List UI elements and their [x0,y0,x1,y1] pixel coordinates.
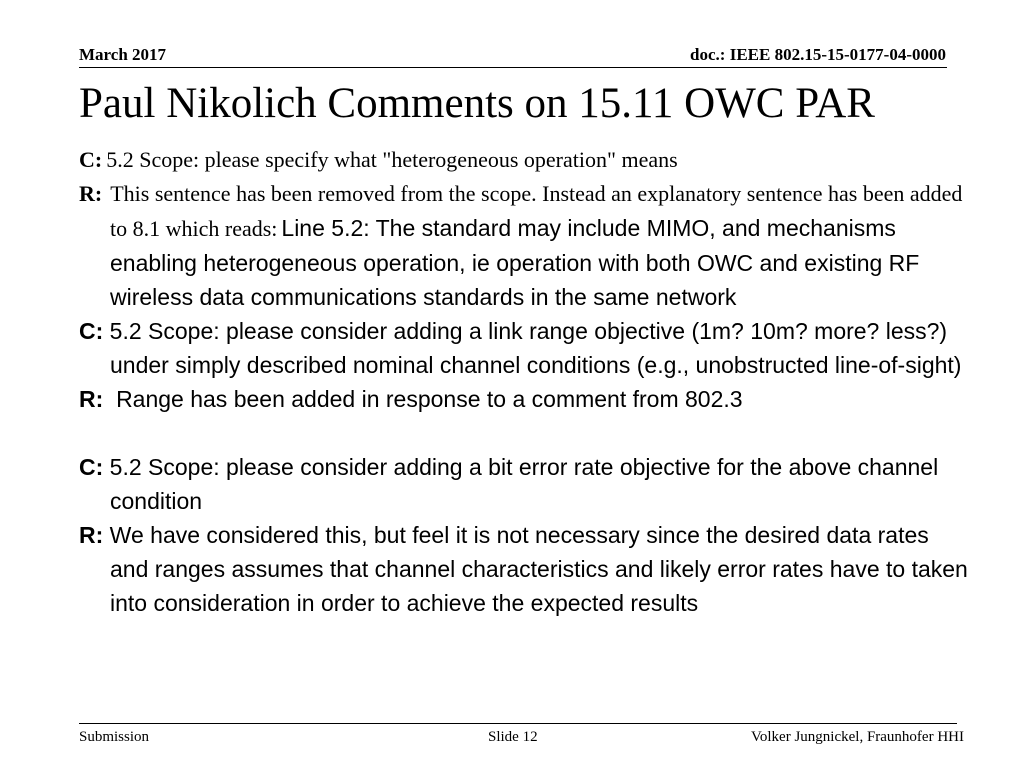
footer-slide-number: Slide 12 [488,729,538,745]
comment-item [79,314,969,382]
item-sans-text: 5.2 Scope: please consider adding a link range objective (1m? 10m? more? less?) under simply described nominal channel conditions (e.g., unobstructed line-of-sight) [109,318,962,378]
item-label: C: [79,454,104,480]
response-item [79,518,969,620]
item-sans-text: Line 5.2: The standard may include MIMO, and mechanisms enabling heterogeneous operation, ie operation with both OWC and existing RF wireless data communications standards in the same network [110,215,920,310]
item-label: R: [79,522,104,548]
item-label: R: [79,386,104,412]
response-item [79,177,969,314]
item-serif-text: 5.2 Scope: please specify what "heterogeneous operation" means [106,147,678,172]
header-date: March 2017 [79,45,167,64]
footer-author: Volker Jungnickel, Fraunhofer HHI [750,729,964,745]
comment-item [79,450,969,518]
header-doc-id: doc.: IEEE 802.15-15-0177-04-0000 [690,45,946,64]
comment-item [79,143,969,177]
item-sans-text: We have considered this, but feel it is not necessary since the desired data rates and ranges assumes that channel characteristics and likely error rates have to taken into consideration in order to achieve the expected results [109,522,968,616]
item-sans-text: 5.2 Scope: please consider adding a bit error rate objective for the above channel condition [109,454,939,514]
spacer [79,416,969,450]
item-serif-text: This sentence has been removed from the scope. Instead an explanatory sentence has been added to 8.1 which reads: [110,181,963,241]
slide-body [79,143,969,620]
header-rule [79,67,947,68]
response-item [79,382,969,416]
footer-rule [79,723,957,724]
item-label: C: [79,318,104,344]
item-label: R: [79,181,103,206]
footer-submission: Submission [79,729,150,745]
item-label: C: [79,147,103,172]
item-sans-text: Range has been added in response to a comment from 802.3 [116,386,743,412]
slide-title: Paul Nikolich Comments on 15.11 OWC PAR [79,80,875,127]
